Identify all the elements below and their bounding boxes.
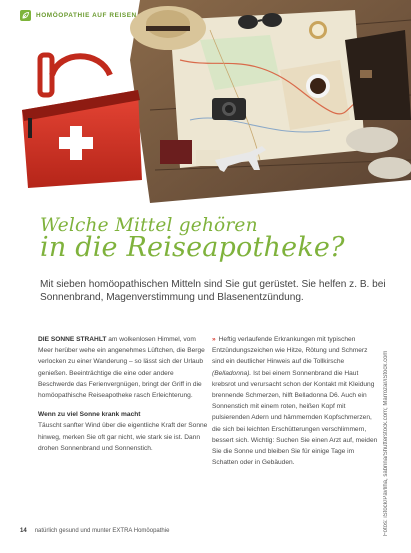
remedy-name: (Belladonna). [212, 369, 252, 377]
lead-paragraph: Mit sieben homöopathischen Mitteln sind Sie gut gerüstet. Sie helfen z. B. bei Sonnenbrand, Magenverstimmung und Blasenentzündung. [40, 279, 386, 304]
section-marker: » [212, 336, 216, 343]
paragraph-3-text-b: Ist bei einem Sonnenbrand die Haut krebsrot und verursacht schon der Kontakt mit Kleidung brennende Schmerzen, hilft Belladonna D6. Auch ein Sonnenstich mit einem roten, heißen Kopf mit pulsierenden Adern und hämmernden Kopfschmerzen, die sich bei leichten Erschütterungen verschlimmern, bessert sich. Wichtig: Suchen Sie einen Arzt auf, meiden Sie die Sonne und bleiben Sie für einige Tage im Schatten oder in Gebäuden. [212, 369, 378, 467]
paragraph-1-text: am wolkenlosen Himmel, vom Meer herüber wehe ein angenehmes Lüftchen, die Berge verlocken zu einer Wanderung – so lässt sich der Urlaub genießen. Beeinträchtige die eine oder andere Beschwerde das Ferienvergnügen, bringt der Griff in die homöopathische Reiseapotheke rasch Erleichterung. [38, 336, 205, 400]
subheading: Wenn zu viel Sonne krank macht [38, 411, 141, 419]
lead-in: DIE SONNE STRAHLT [38, 336, 107, 343]
section-header [20, 10, 137, 21]
page-footer [20, 528, 169, 534]
photo-credit: Fotos: iStock/Pavliha, sabrina/Shutterstock.com; Marrozar/iStock.com [383, 350, 389, 536]
paragraph-2: Täuscht sanfter Wind über die eigentliche Kraft der Sonne hinweg, merken Sie oft gar nicht, wie stark sie ist. Dann drohen Sonnenbrand und Sonnenstich. [38, 422, 208, 452]
magazine-name: natürlich gesund und munter EXTRA Homöopathie [34, 528, 170, 534]
page-number: 14 [20, 528, 27, 534]
paragraph-3 [212, 334, 378, 468]
travel-photo [0, 0, 411, 203]
title-line-2: in die Reiseapotheke? [40, 232, 345, 263]
section-label: HOMÖOPATHIE AUF REISEN [36, 12, 137, 19]
leaf-icon [20, 10, 31, 21]
paragraph-1 [38, 334, 208, 401]
right-column [212, 334, 378, 468]
title-line-1: Welche Mittel gehören [40, 215, 258, 236]
paragraph-3-text-a: Heftig verlaufende Erkrankungen mit typischen Entzündungszeichen wie Hitze, Rötung und Schmerz sind ein deutlicher Hinweis auf die Tollkirsche [212, 336, 368, 366]
left-column [38, 334, 208, 454]
